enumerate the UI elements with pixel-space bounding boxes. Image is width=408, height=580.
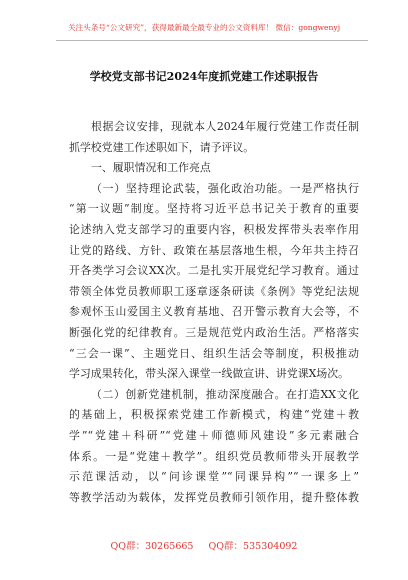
body-line: 断强化党的纪律教育。三是规范党内政治生活。严格落实 — [69, 325, 359, 339]
body-line: 等教学活动为载体，发挥党员教师引领作用，提升整体教 — [69, 490, 359, 504]
body-line: 抓学校党建工作述职如下，请予评议。 — [69, 140, 255, 154]
document-body — [69, 117, 359, 508]
footer-contact — [0, 538, 408, 552]
body-line: 让党的路线、方针、政策在基层落地生根，今年共主持召 — [69, 243, 359, 257]
body-line: 体系。一是“党建＋教学”。组织党员教师带头开展教学 — [69, 449, 359, 463]
header-divider — [56, 40, 368, 41]
document-title: 学校党支部书记2024年度抓党建工作述职报告 — [89, 70, 319, 83]
body-line: 开各类学习会议XX次。二是扎实开展党纪学习教育。通过 — [69, 264, 359, 278]
body-line: “第一议题”制度。坚持将习近平总书记关于教育的重要 — [69, 202, 359, 216]
body-line: （一）坚持理论武装，强化政治功能。一是严格执行 — [91, 181, 359, 195]
body-line: 根据会议安排，现就本人2024年履行党建工作责任制 — [91, 120, 359, 133]
body-line: 示范课活动，以“问诊课堂”“同课异构”“一课多上” — [69, 470, 359, 484]
body-line: （二）创新党建机制，推动深度融合。在打造XX文化 — [91, 387, 359, 401]
header-banner: 关注头条号“公文研究”，获得最新最全最专业的公文资料库！ 微信：gongwenyj — [67, 23, 341, 32]
body-line: 参观怀玉山爱国主义教育基地、召开警示教育大会等，不 — [69, 305, 359, 319]
body-line: 学习成果转化，带头深入课堂一线做宣讲、讲党课X场次。 — [69, 367, 350, 381]
footer-qq-group-2: QQ群：535304092 — [208, 541, 298, 552]
body-line: 的基础上，积极探索党建工作新模式，构建“党建＋教 — [69, 408, 359, 422]
body-line: “三会一课”、主题党日、组织生活会等制度，积极推动 — [69, 346, 359, 360]
footer-qq-group-1: QQ群：30265665 — [110, 541, 194, 552]
section-heading: 一、履职情况和工作亮点 — [91, 161, 211, 175]
body-line: 带领全体党员教师职工逐章逐条研读《条例》等党纪法规 — [69, 284, 359, 298]
body-line: 学”“党建＋科研”“党建＋师德师风建设”多元素融合 — [69, 428, 359, 442]
body-line: 论述纳入党支部学习的重要内容，积极发挥带头表率作用 — [69, 222, 359, 236]
